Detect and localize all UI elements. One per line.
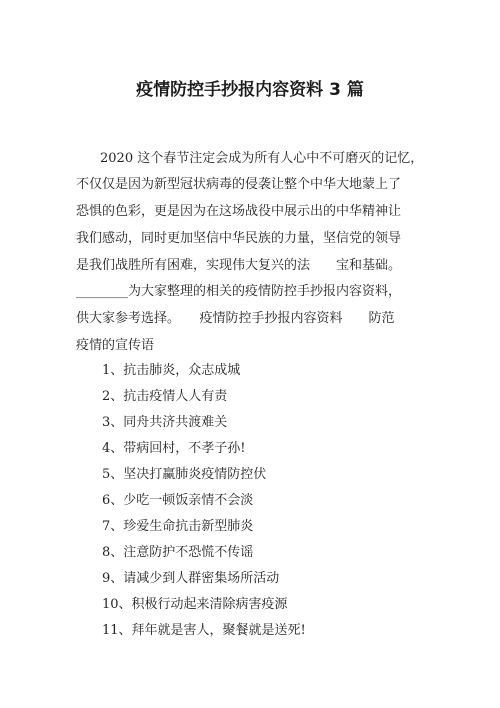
paragraph-line: 恐惧的色彩，更是因为在这场战役中展示出的中华精神让 [76, 204, 402, 219]
paragraph-line: 是我们战胜所有困难，实现伟大复兴的法 宝和基础。 [76, 258, 402, 273]
slogan-item: 1、抗击肺炎，众志成城 [102, 363, 241, 378]
paragraph-line: 供大家参考选择。 疫情防控手抄报内容资料 防范 [76, 311, 395, 326]
paragraph-line: 疫情的宣传语 [76, 338, 155, 353]
slogan-item: 10、积极行动起来清除病害疫源 [102, 597, 288, 612]
slogan-item: 11、拜年就是害人，聚餐就是送死! [102, 623, 306, 638]
slogan-item: 9、请减少到人群密集场所活动 [102, 571, 280, 586]
paragraph-line: 我们感动，同时更加坚信中华民族的力量，坚信党的领导 [76, 231, 402, 246]
slogan-item: 4、带病回村，不孝子孙! [102, 441, 246, 456]
slogan-item: 7、珍爱生命抗击新型肺炎 [102, 519, 254, 534]
paragraph-line: ________为大家整理的相关的疫情防控手抄报内容资料， [76, 284, 402, 299]
paragraph-line: 2020 这个春节注定会成为所有人心中不可磨灭的记忆， [100, 151, 424, 166]
slogan-item: 5、坚决打赢肺炎疫情防控伏 [102, 467, 267, 482]
paragraph-line: 不仅仅是因为新型冠状病毒的侵袭让整个中华大地蒙上了 [76, 177, 402, 192]
slogan-item: 8、注意防护不恐慌不传谣 [102, 545, 254, 560]
slogan-item: 3、同舟共济共渡难关 [102, 415, 228, 430]
slogan-item: 2、抗击疫情人人有责 [102, 389, 228, 404]
page-title: 疫情防控手抄报内容资料 3 篇 [136, 80, 364, 100]
slogan-item: 6、少吃一顿饭亲情不会淡 [102, 493, 254, 508]
